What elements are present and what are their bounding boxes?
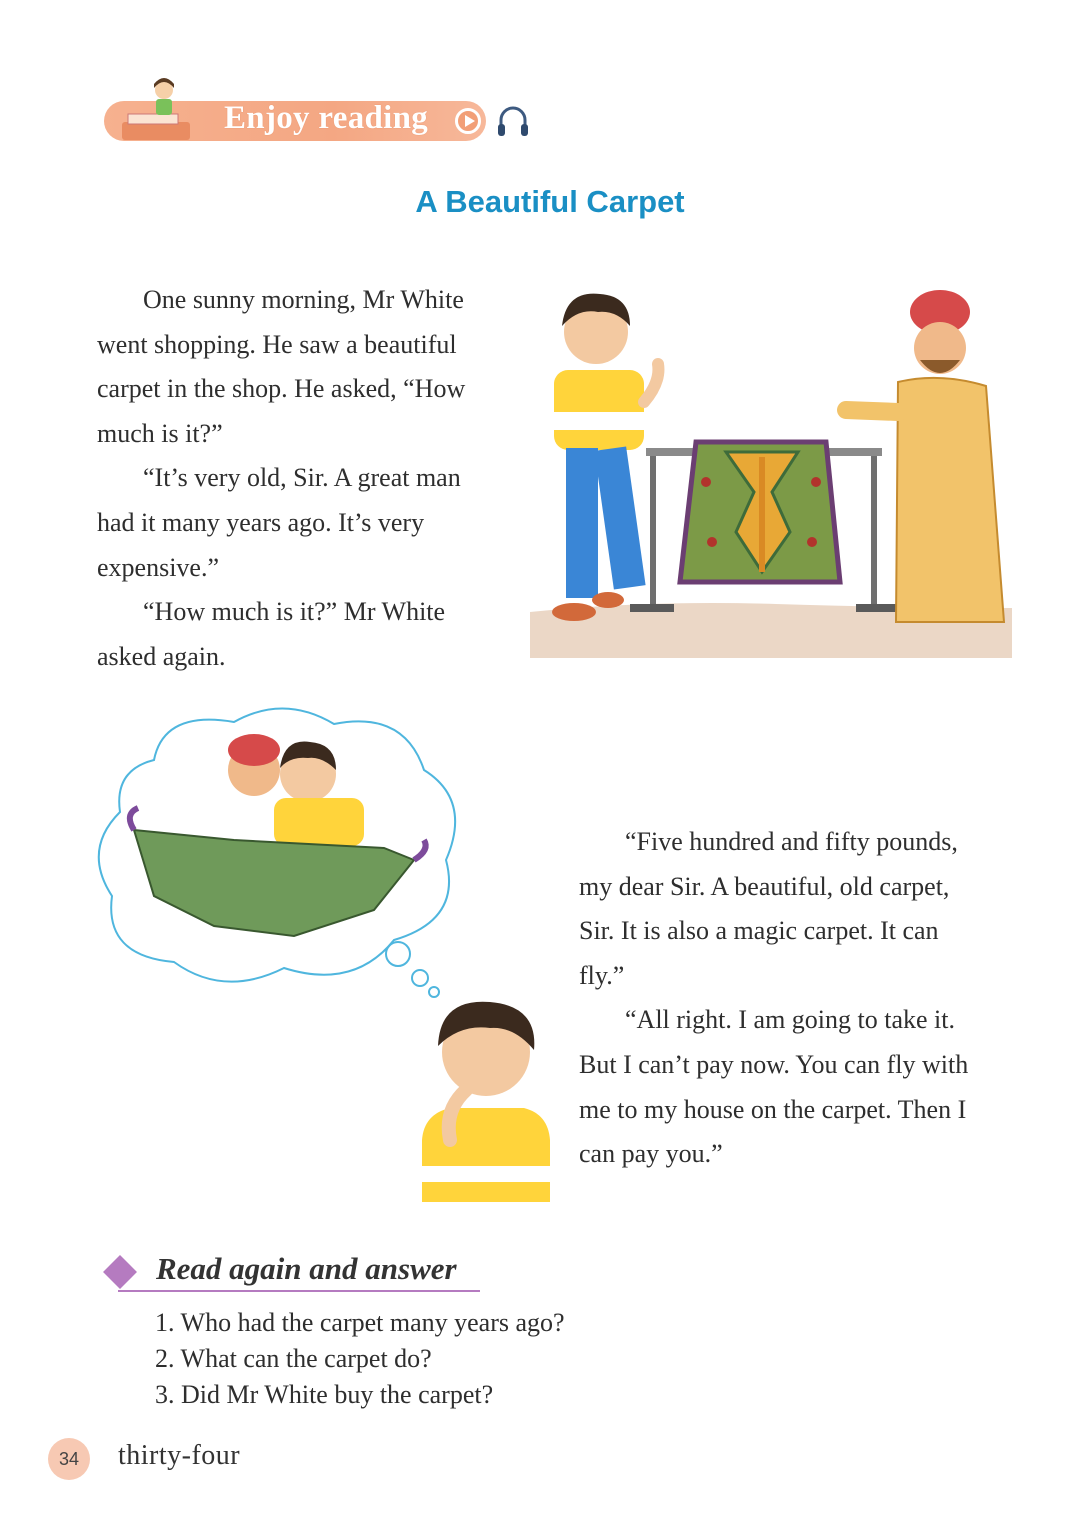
question-list <box>155 1305 855 1413</box>
text-line: much is it?” <box>97 418 223 448</box>
text-line: my dear Sir. A beautiful, old carpet, <box>579 871 950 901</box>
question-item: 3. Did Mr White buy the carpet? <box>155 1380 494 1409</box>
play-icon[interactable] <box>455 108 481 134</box>
story-left-text <box>97 278 527 679</box>
text-line: carpet in the shop. He asked, “How <box>97 374 466 404</box>
text-line: One sunny morning, Mr White <box>143 285 464 314</box>
text-line: can pay you.” <box>579 1139 723 1169</box>
boy-figure <box>552 294 658 621</box>
paragraph-3 <box>97 590 527 679</box>
text-line: fly.” <box>579 960 625 990</box>
text-line: “It’s very old, Sir. A great man <box>143 463 461 493</box>
paragraph-1 <box>97 278 527 456</box>
question-item: 2. What can the carpet do? <box>155 1344 432 1373</box>
exercise-title: Read again and answer <box>156 1251 457 1286</box>
story-title: A Beautiful Carpet <box>415 184 685 219</box>
text-line: asked again. <box>97 641 226 671</box>
question-item: 1. Who had the carpet many years ago? <box>155 1308 565 1337</box>
section-banner-title: Enjoy reading <box>224 100 429 136</box>
text-line: But I can’t pay now. You can fly with <box>579 1049 969 1079</box>
shop-illustration <box>526 282 1016 662</box>
text-line: Sir. It is also a magic carpet. It can <box>579 916 939 946</box>
text-line: “All right. I am going to take it. <box>625 1005 955 1035</box>
page-number: 34 <box>48 1438 90 1480</box>
text-line: “Five hundred and fifty pounds, <box>625 827 958 856</box>
thinking-boy-illustration <box>410 990 570 1202</box>
story-right-text <box>579 820 1019 1177</box>
thought-bubble-illustration <box>94 700 474 1000</box>
reading-child-icon <box>118 78 198 144</box>
paragraph-2 <box>97 456 527 590</box>
diamond-bullet-icon <box>103 1255 137 1289</box>
page-number-words: thirty-four <box>118 1440 241 1471</box>
text-line: me to my house on the carpet. Then I <box>579 1094 967 1124</box>
text-line: went shopping. He saw a beautiful <box>97 329 457 359</box>
headphones-icon[interactable] <box>495 104 531 140</box>
text-line: had it many years ago. It’s very <box>97 507 425 537</box>
paragraph-5 <box>579 998 1019 1176</box>
text-line: expensive.” <box>97 552 220 582</box>
exercise-underline <box>118 1290 480 1292</box>
paragraph-4 <box>579 820 1019 998</box>
carpet <box>680 442 840 582</box>
text-line: “How much is it?” Mr White <box>143 597 446 627</box>
